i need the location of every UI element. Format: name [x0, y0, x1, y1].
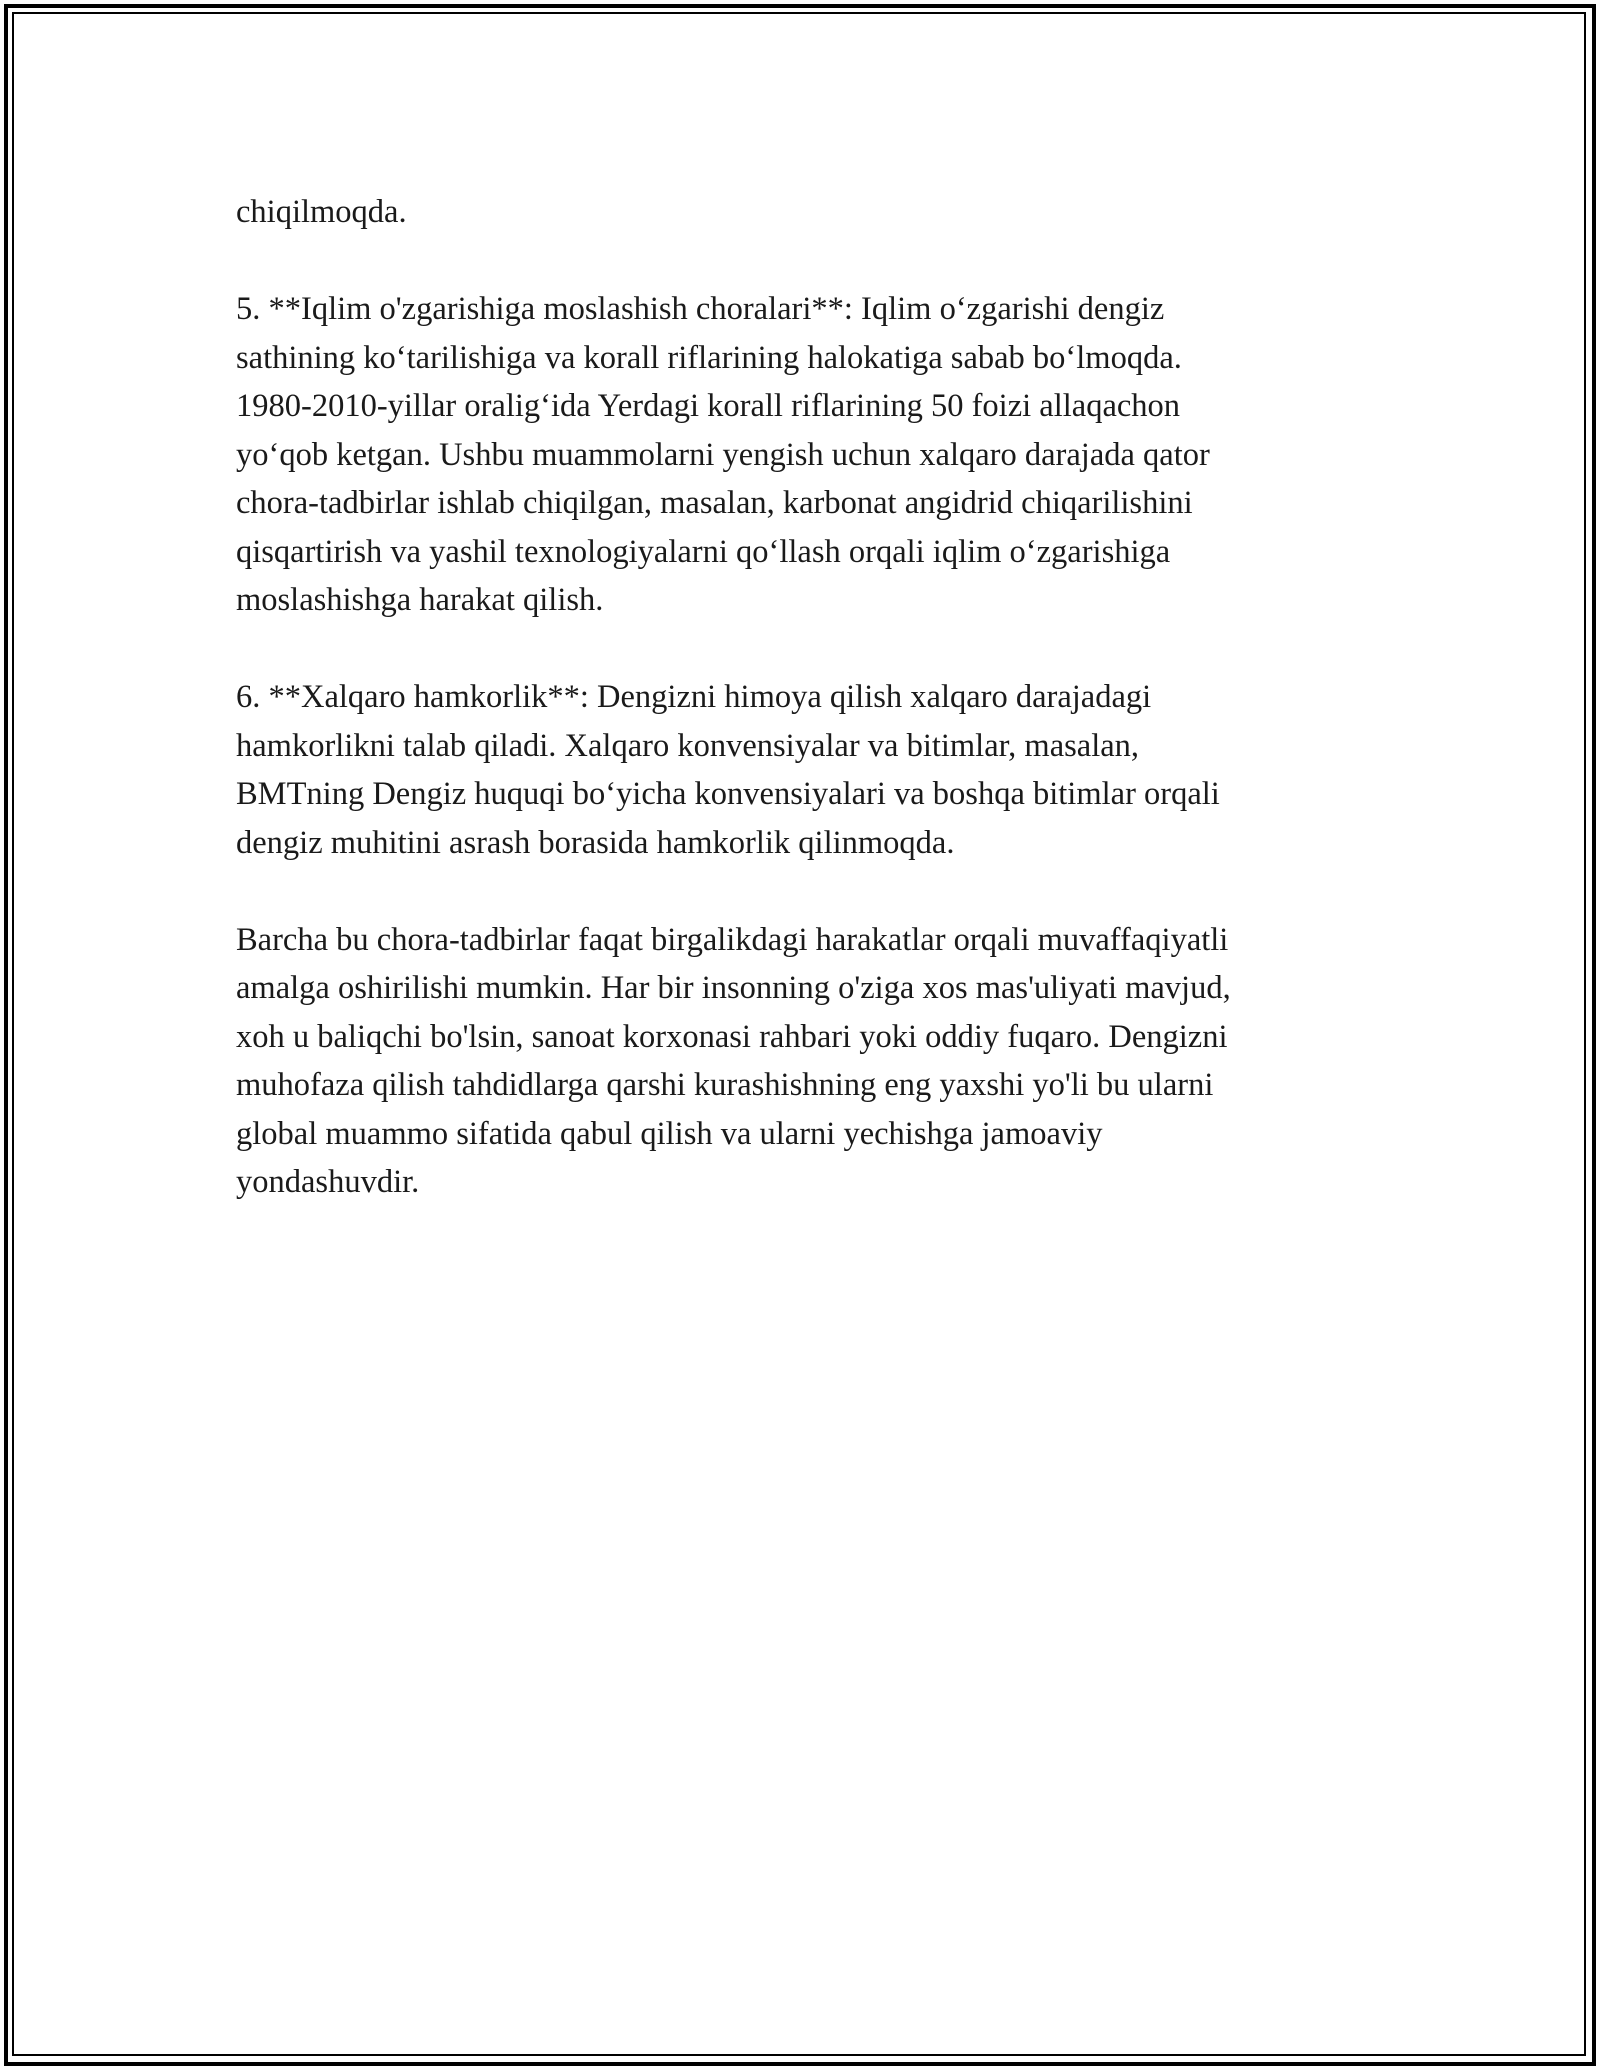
paragraph-international-cooperation: 6. **Xalqaro hamkorlik**: Dengizni himoya qilish xalqaro darajadagi hamkorlikni talab qiladi. Xalqaro konvensiyalar va bitimlar, masalan, BMTning Dengiz huquqi bo‘yicha konvensiyalari va boshqa bitimlar orqali dengiz muhitini asrash borasida hamkorlik qilinmoqda.: [236, 679, 1220, 861]
paragraph-continuation: chiqilmoqda.: [236, 194, 407, 230]
paragraph-climate-adaptation: 5. **Iqlim o'zgarishiga moslashish choralari**: Iqlim o‘zgarishi dengiz sathining ko‘tarilishiga va korall riflarining halokatiga sabab bo‘lmoqda. 1980-2010-yillar oralig‘ida Yerdagi korall riflarining 50 foizi allaqachon yo‘qob ketgan. Ushbu muammolarni yengish uchun xalqaro darajada qator chora-tadbirlar ishlab chiqilgan, masalan, karbonat angidrid chiqarilishini qisqartirish va yashil texnologiyalarni qo‘llash orqali iqlim o‘zgarishiga moslashishga harakat qilish.: [236, 291, 1210, 618]
document-body: [236, 188, 1396, 1255]
paragraph-conclusion: Barcha bu chora-tadbirlar faqat birgalikdagi harakatlar orqali muvaffaqiyatli amalga oshirilishi mumkin. Har bir insonning o'ziga xos mas'uliyati mavjud, xoh u baliqchi bo'lsin, sanoat korxonasi rahbari yoki oddiy fuqaro. Dengizni muhofaza qilish tahdidlarga qarshi kurashishning eng yaxshi yo'li bu ularni global muammo sifatida qabul qilish va ularni yechishga jamoaviy yondashuvdir.: [236, 921, 1231, 1200]
